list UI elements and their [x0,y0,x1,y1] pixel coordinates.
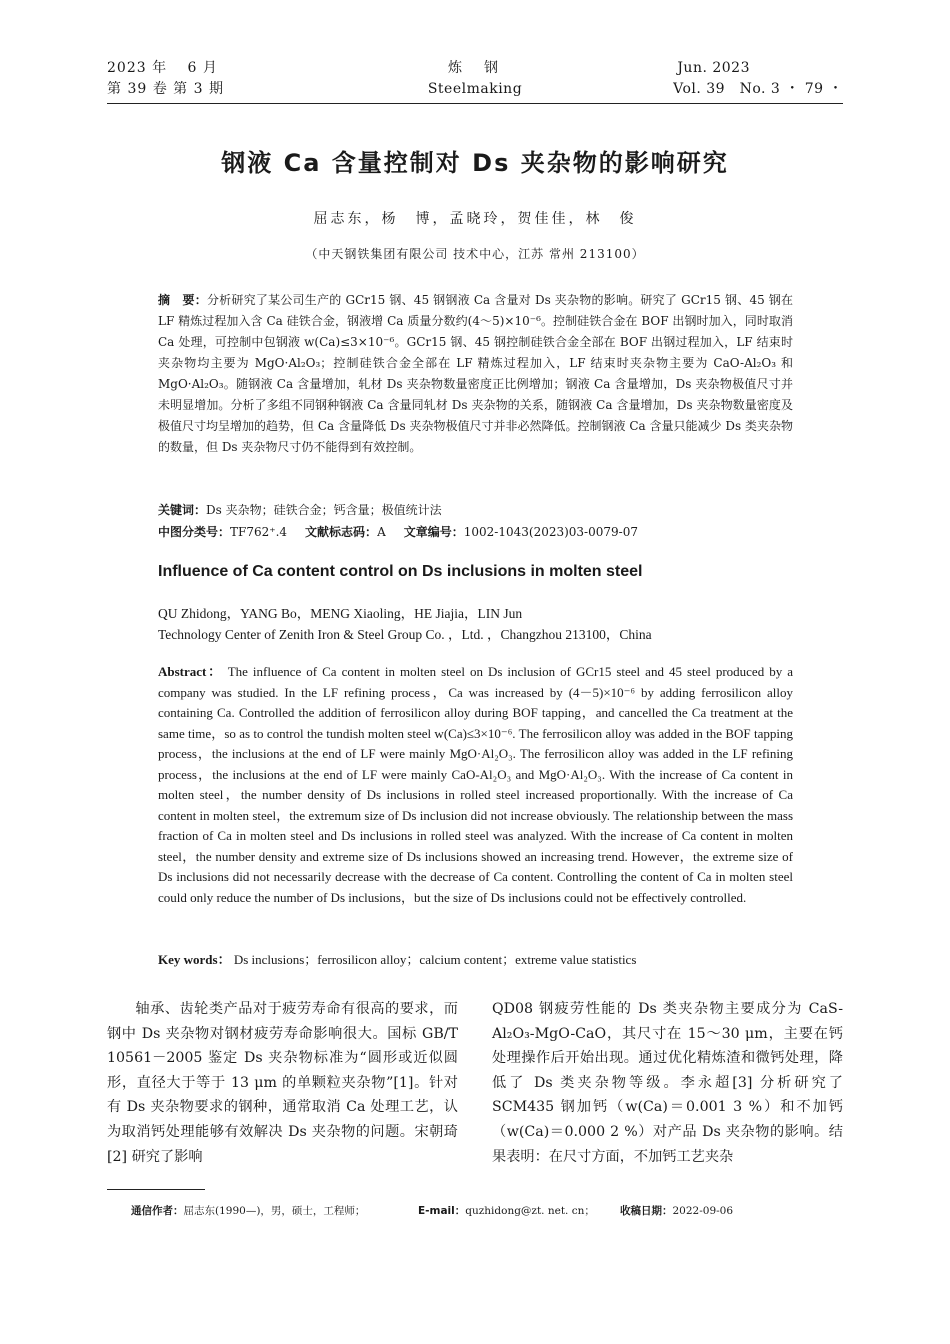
english-authors: QU Zhidong，YANG Bo，MENG Xiaoling，HE Jiajia，LIN Jun [158,606,523,621]
classification-line [158,522,793,543]
article-authors: 屈志东，杨 博，孟晓玲，贺佳佳，林 俊 [313,211,637,227]
footnote-author [131,1203,365,1219]
body-left-column: 轴承、齿轮类产品对于疲劳寿命有很高的要求，而钢中 Ds 夹杂物对钢材疲劳寿命影响很大。国标 GB/T 10561－2005 鉴定 Ds 夹杂物标准为“圆形或近似圆形，直径大于等于 13 μm 的单颗粒夹杂物”[1]。针对有 Ds 夹杂物要求的钢种，通常取消 Ca 处理工艺，认为取消钙处理能够有效解决 Ds 夹杂物的问题。宋朝琦[2] 研究了影响 [107,1001,458,1165]
footnote-rule [107,1189,205,1190]
header-rule [107,103,843,104]
header-journal-cn: 炼 钢 [448,60,502,76]
header-date-cn: 2023 年 6 月 [107,60,218,76]
article-number-label: 文章编号： [403,525,464,539]
header-volume-cn: 第 39 卷 第 3 期 [107,81,224,97]
english-abstract-text: The influence of Ca content in molten steel on Ds inclusion of GCr15 steel and 45 steel produced by a company was studied. In the LF refining process，Ca was increased by (4－5)×10⁻⁶ by adding ferrosilicon alloy containing Ca. Controlled the addition of ferrosilicon alloy during BOF tapping，and cancelled the Ca treatment at the same time，so as to control the tundish molten steel w(Ca)≤3×10⁻⁶. The ferrosilicon alloy was added in the BOF tapping process，the inclusions at the end of LF were mainly MgO·Al₂O₃. The ferrosilicon alloy was added in the LF refining process，the inclusions at the end of LF were mainly CaO-Al₂O₃ and MgO·Al₂O₃. With the increase of Ca content in molten steel，the number density of Ds inclusions in rolled steel increased proportionally. With the increase of Ca content in molten steel，the extremum size of Ds inclusion did not increase obviously. The relationship between the mass fraction of Ca in molten steel and Ds inclusions in rolled steel was analyzed. With the increase of Ca content in molten steel，the number density and extreme size of Ds inclusions showed an increasing trend. However，the extreme size of Ds inclusions did not necessarily decrease with the decrease of Ca content. Controlling the content of Ca in molten steel could only reduce the number of Ds inclusions，but the size of Ds inclusions could not be effectively controlled. [158,664,793,905]
footnote-received [620,1203,733,1219]
footnote-received-text: 2022-09-06 [672,1205,734,1217]
abstract-cn-text: 分析研究了某公司生产的 GCr15 钢、45 钢钢液 Ca 含量对 Ds 夹杂物的影响。研究了 GCr15 钢、45 钢在 LF 精炼过程加入含 Ca 硅铁合金，钢液增 Ca 质量分数约(4～5)×10⁻⁶。控制硅铁合金在 BOF 出钢时加入，同时取消 Ca 处理，可控制中包钢液 w(Ca)≤3×10⁻⁶。GCr15 钢、45 钢控制硅铁合金全部在 BOF 出钢过程加入，LF 结束时夹杂物均主要为 MgO·Al₂O₃；控制硅铁合金全部在 LF 精炼过程加入，LF 结束时夹杂物主要为 CaO-Al₂O₃ 和 MgO·Al₂O₃。随钢液 Ca 含量增加，轧材 Ds 夹杂物数量密度正比例增加；钢液 Ca 含量增加，Ds 夹杂物极值尺寸并未明显增加。分析了多组不同钢种钢液 Ca 含量同轧材 Ds 夹杂物的关系，随钢液 Ca 含量增加，Ds 夹杂物数量密度及极值尺寸均呈增加的趋势，但 Ca 含量降低 Ds 夹杂物极值尺寸并非必然降低。控制钢液 Ca 含量只能减少 Ds 类夹杂物的数量，但 Ds 夹杂物尺寸仍不能得到有效控制。 [158,293,793,454]
header-volume-en: Vol. 39 No. 3 ・ 79 ・ [673,81,843,97]
footnote-received-label: 收稿日期： [620,1205,673,1217]
abstract-cn-label: 摘 要： [158,293,207,307]
english-keywords-text: Ds inclusions；ferrosilicon alloy；calcium content；extreme value statistics [233,952,637,967]
english-affiliation: Technology Center of Zenith Iron & Steel Group Co. ，Ltd. ，Changzhou 213100，China [158,627,652,642]
keywords-cn-text: Ds 夹杂物；硅铁合金；钙含量；极值统计法 [206,503,442,517]
clc-value: TF762⁺.4 [230,525,288,539]
english-abstract-label: Abstract： [158,664,223,679]
footnote-author-text: 屈志东(1990—)，男，硕士，工程师； [183,1205,366,1217]
header-journal-en: Steelmaking [427,81,523,97]
header-date-en: Jun. 2023 [677,60,750,76]
english-title: Influence of Ca content control on Ds inclusions in molten steel [158,563,643,580]
doccode-label: 文献标志码： [305,525,378,539]
footnote-email-label: E-mail： [418,1205,466,1217]
doccode-value: A [377,525,386,539]
article-number-value: 1002-1043(2023)03-0079-07 [463,525,638,539]
keywords-cn [158,500,793,521]
footnote-email-text: quzhidong@zt. net. cn； [465,1205,595,1217]
keywords-cn-label: 关键词： [158,503,207,517]
footnote-email [418,1203,595,1219]
abstract-cn [158,290,793,458]
footnote-author-label: 通信作者： [131,1205,184,1217]
english-keywords-label: Key words： [158,952,231,967]
clc-label: 中图分类号： [158,525,231,539]
article-affiliation: （中天钢铁集团有限公司 技术中心，江苏 常州 213100） [305,247,645,261]
body-right-column: QD08 钢疲劳性能的 Ds 类夹杂物主要成分为 CaS-Al₂O₃-MgO-CaO，其尺寸在 15～30 μm，主要在钙处理操作后开始出现。通过优化精炼渣和微钙处理，降低了 Ds 类夹杂物等级。李永超[3] 分析研究了 SCM435 钢加钙（w(Ca)＝0.001 3 %）和不加钙（w(Ca)＝0.000 2 %）对产品 Ds 夹杂物的影响。结果表明：在尺寸方面，不加钙工艺夹杂 [492,1001,843,1165]
english-abstract [158,662,793,908]
english-keywords [158,950,793,971]
article-title: 钢液 Ca 含量控制对 Ds 夹杂物的影响研究 [221,149,729,177]
